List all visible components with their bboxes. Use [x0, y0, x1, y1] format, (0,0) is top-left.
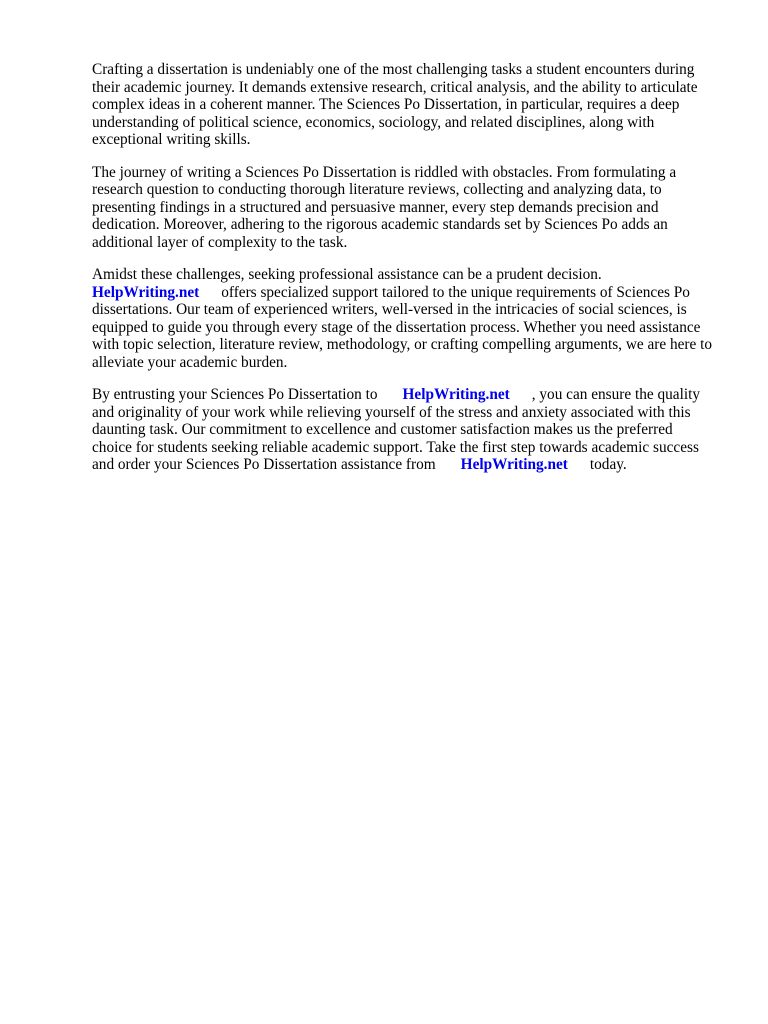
- text-line: their academic journey. It demands extensive research, critical analysis, and the ability to articulate: [92, 78, 698, 96]
- text-line-with-link: [92, 386, 728, 404]
- text-line: exceptional writing skills.: [92, 131, 251, 148]
- helpwriting-link[interactable]: HelpWriting.net: [460, 456, 568, 473]
- text-line: additional layer of complexity to the task.: [92, 233, 348, 251]
- paragraph-3: [92, 266, 728, 371]
- text-line: dedication. Moreover, adhering to the rigorous academic standards set by Sciences Po adds an: [92, 216, 668, 233]
- text-line: choice for students seeking reliable academic support. Take the first step towards academic success: [92, 438, 699, 456]
- document-body: [92, 61, 728, 489]
- text-line: with topic selection, literature review, methodology, or crafting compelling arguments, we are here to: [92, 336, 713, 353]
- text-segment: today.: [589, 456, 627, 473]
- text-line: The journey of writing a Sciences Po Dissertation is riddled with obstacles. From formulating a: [92, 163, 677, 181]
- helpwriting-link[interactable]: HelpWriting.net: [402, 386, 510, 403]
- text-segment: and order your Sciences Po Dissertation assistance from: [92, 456, 436, 473]
- text-segment: offers specialized support tailored to the unique requirements of Sciences Po: [221, 283, 690, 301]
- text-line: equipped to guide you through every stage of the dissertation process. Whether you need assistance: [92, 318, 701, 336]
- text-line: dissertations. Our team of experienced writers, well-versed in the intricacies of social sciences, is: [92, 301, 687, 318]
- paragraph-1: [92, 61, 728, 149]
- text-segment: , you can ensure the quality: [531, 386, 700, 403]
- text-line: presenting findings in a structured and persuasive manner, every step demands precision and: [92, 198, 659, 216]
- text-line: daunting task. Our commitment to excellence and customer satisfaction makes us the preferred: [92, 421, 673, 438]
- paragraph-4: [92, 386, 728, 474]
- text-line: complex ideas in a coherent manner. The Sciences Po Dissertation, in particular, requires a deep: [92, 96, 680, 113]
- text-line-with-link: [92, 284, 728, 302]
- helpwriting-link[interactable]: HelpWriting.net: [92, 283, 200, 301]
- text-line: understanding of political science, economics, sociology, and related disciplines, along with: [92, 113, 655, 131]
- text-segment: By entrusting your Sciences Po Dissertation to: [92, 386, 378, 403]
- paragraph-2: [92, 164, 728, 252]
- text-line: Crafting a dissertation is undeniably one of the most challenging tasks a student encounters during: [92, 61, 695, 78]
- text-line: and originality of your work while relieving yourself of the stress and anxiety associated with this: [92, 403, 691, 421]
- text-line: research question to conducting thorough literature reviews, collecting and analyzing data, to: [92, 181, 662, 198]
- text-line-with-link: [92, 456, 728, 474]
- text-line: Amidst these challenges, seeking professional assistance can be a prudent decision.: [92, 266, 602, 283]
- text-line: alleviate your academic burden.: [92, 353, 288, 371]
